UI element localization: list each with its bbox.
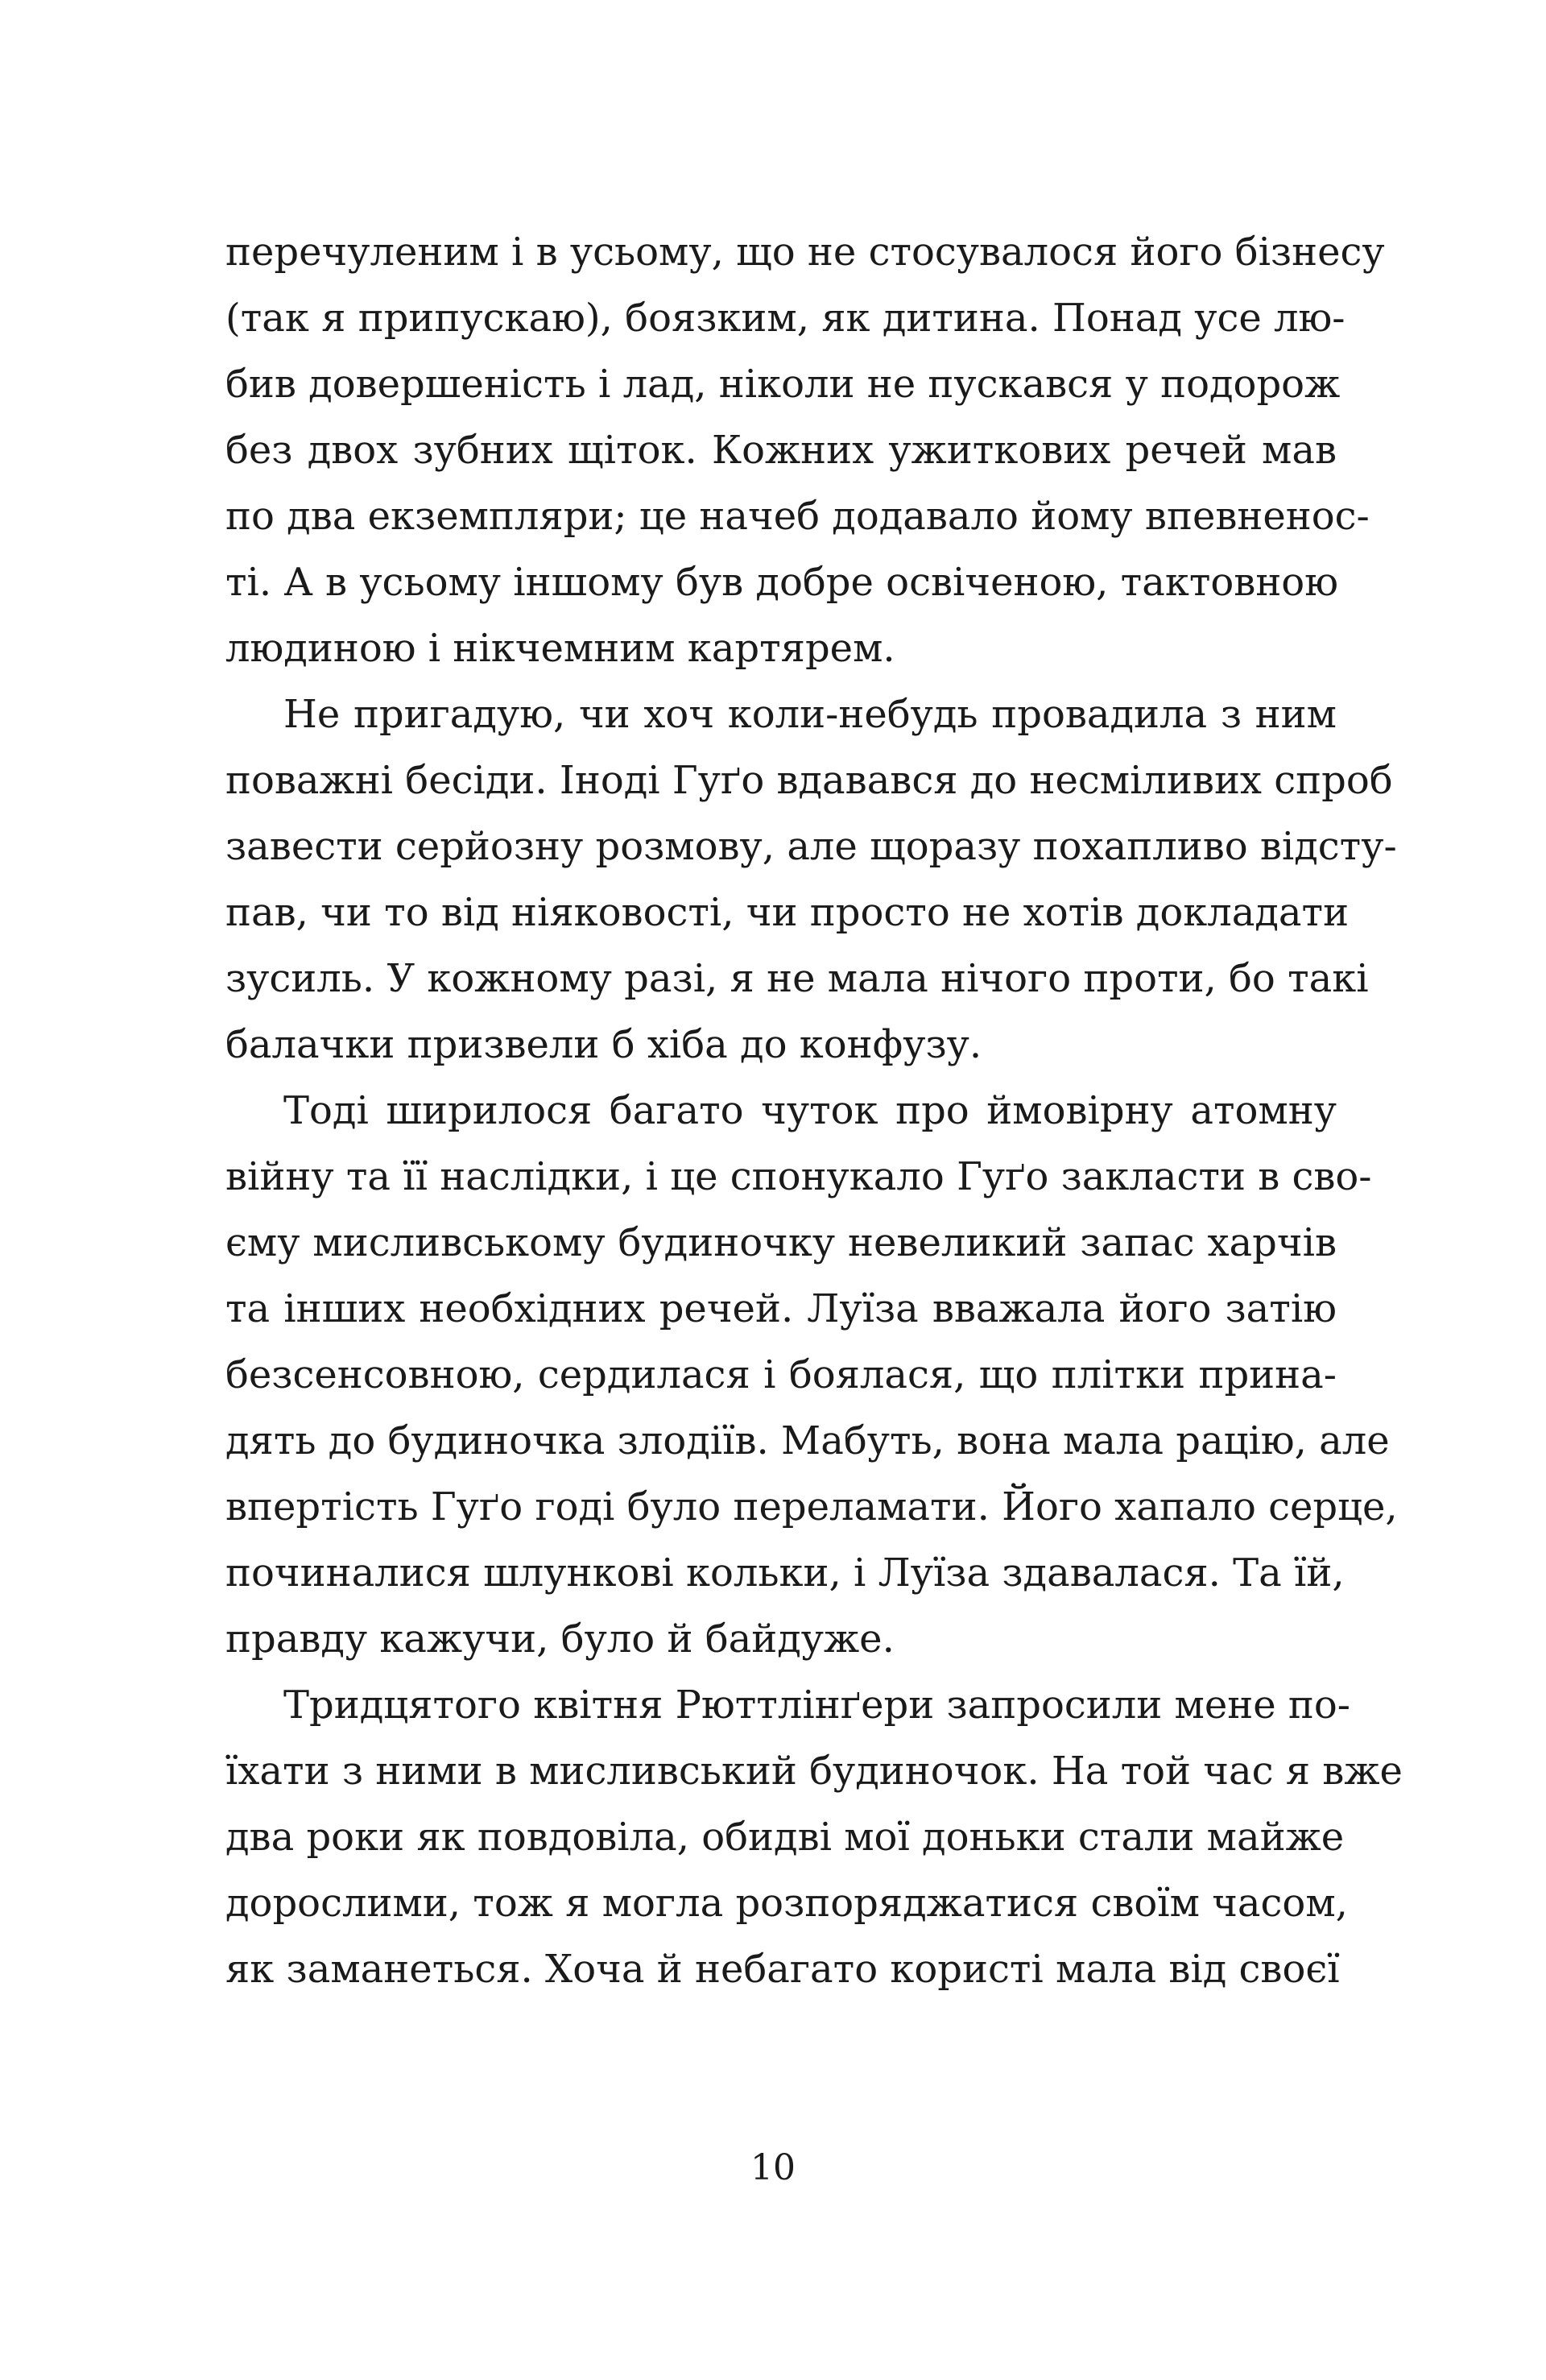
text-line: дять до будиночка злодіїв. Мабуть, вона мала рацію, але	[225, 1418, 1390, 1463]
text-line: ті. А в усьому іншому був добре освіченою, тактовною	[225, 560, 1338, 605]
text-line: починалися шлункові кольки, і Луїза здавалася. Та їй,	[225, 1550, 1345, 1596]
text-line: правду кажучи, було й байдуже.	[225, 1616, 895, 1662]
text-line: людиною і нікчемним картярем.	[225, 626, 895, 671]
text-line: зусиль. У кожному разі, я не мала нічого проти, бо такі	[225, 956, 1369, 1001]
text-line: два роки як повдовіла, обидві мої доньки стали майже	[225, 1815, 1345, 1860]
text-line: (так я припускаю), боязким, як дитина. Понад усе лю-	[225, 296, 1346, 341]
text-line: їхати з ними в мисливський будиночок. На той час я вже	[225, 1749, 1403, 1794]
page-number: 10	[750, 2147, 796, 2188]
text-line: перечуленим і в усьому, що не стосувалося його бізнесу	[225, 230, 1385, 275]
text-line: балачки призвели б хіба до конфузу.	[225, 1022, 982, 1067]
text-line: поважні бесіди. Іноді Гуґо вдавався до несміливих спроб	[225, 758, 1393, 803]
text-line: по два екземпляри; це начеб додавало йому впевненос-	[225, 494, 1370, 539]
text-line: пав, чи то від ніяковості, чи просто не хотів докладати	[225, 890, 1350, 935]
text-line: та інших необхідних речей. Луїза вважала його затію	[225, 1286, 1337, 1331]
text-line: безсенсовною, сердилася і боялася, що плітки прина-	[225, 1352, 1337, 1397]
text-line: впертість Гуґо годі було переламати. Його хапало серце,	[225, 1484, 1398, 1529]
text-line: Не пригадую, чи хоч коли-небудь провадила з ним	[283, 692, 1337, 737]
text-line: дорослими, тож я могла розпоряджатися своїм часом,	[225, 1881, 1348, 1926]
text-line: бив довершеність і лад, ніколи не пускався у подорож	[225, 362, 1341, 407]
text-line: Тоді ширилося багато чуток про ймовірну атомну	[283, 1088, 1337, 1133]
body-text	[225, 219, 1403, 2002]
text-line: завести серйозну розмову, але щоразу похапливо відсту-	[225, 824, 1397, 869]
text-line: єму мисливському будиночку невеликий запас харчів	[225, 1220, 1337, 1265]
text-line: війну та її наслідки, і це спонукало Гуґо закласти в сво-	[225, 1154, 1372, 1199]
text-line: без двох зубних щіток. Кожних ужиткових речей мав	[225, 428, 1337, 473]
text-line: Тридцятого квітня Рюттлінґери запросили мене по-	[283, 1683, 1350, 1728]
text-line: як заманеться. Хоча й небагато користі мала від своєї	[225, 1947, 1340, 1992]
